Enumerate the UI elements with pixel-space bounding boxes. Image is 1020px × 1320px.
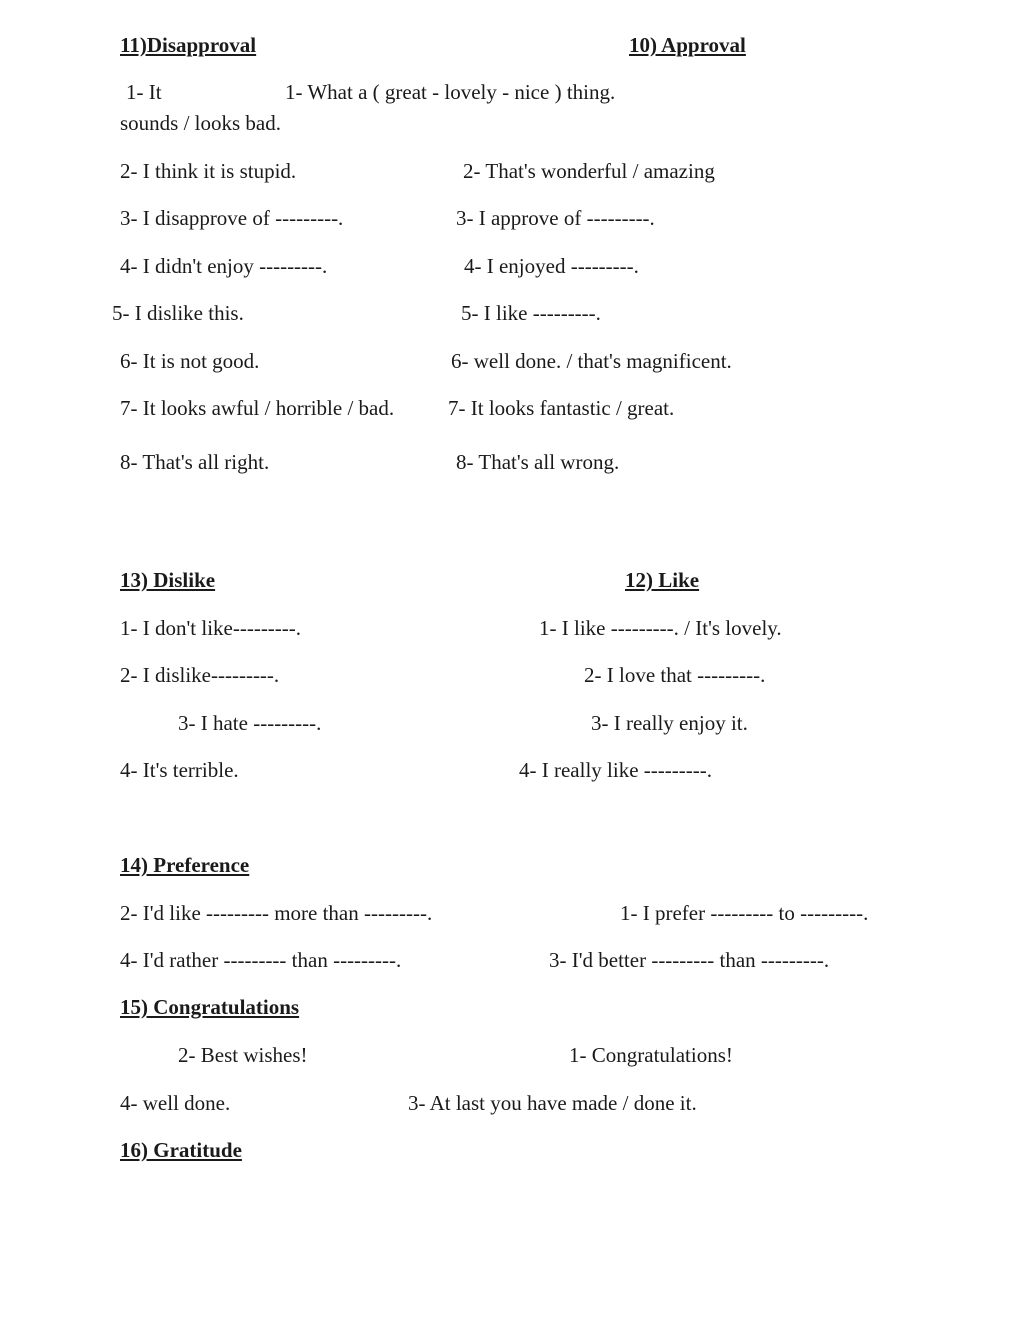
congratulations-item-2: 2- Best wishes! xyxy=(178,1043,308,1067)
dislike-item-4: 4- It's terrible. xyxy=(120,758,239,782)
approval-item-1: 1- What a ( great - lovely - nice ) thing. xyxy=(285,80,616,104)
dislike-heading: 13) Dislike xyxy=(120,568,216,592)
congratulations-heading: 15) Congratulations xyxy=(120,995,300,1019)
like-heading: 12) Like xyxy=(625,568,700,592)
congratulations-item-1: 1- Congratulations! xyxy=(569,1043,733,1067)
disapproval-item-6: 6- It is not good. xyxy=(120,349,260,373)
preference-item-3: 3- I'd better --------- than ---------. xyxy=(549,948,830,972)
approval-item-5: 5- I like ---------. xyxy=(461,301,601,325)
approval-item-3: 3- I approve of ---------. xyxy=(456,206,655,230)
preference-item-4: 4- I'd rather --------- than ---------. xyxy=(120,948,402,972)
disapproval-item-3: 3- I disapprove of ---------. xyxy=(120,206,344,230)
like-item-1: 1- I like ---------. / It's lovely. xyxy=(539,616,782,640)
disapproval-item-2: 2- I think it is stupid. xyxy=(120,159,297,183)
disapproval-heading: 11)Disapproval xyxy=(120,33,257,57)
congratulations-item-4: 4- well done. xyxy=(120,1091,231,1115)
dislike-item-1: 1- I don't like---------. xyxy=(120,616,302,640)
approval-item-2: 2- That's wonderful / amazing xyxy=(463,159,715,183)
gratitude-heading: 16) Gratitude xyxy=(120,1138,242,1162)
disapproval-item-4: 4- I didn't enjoy ---------. xyxy=(120,254,328,278)
dislike-item-2: 2- I dislike---------. xyxy=(120,663,280,687)
disapproval-item-1b: sounds / looks bad. xyxy=(120,111,282,135)
disapproval-item-8: 8- That's all right. xyxy=(120,450,270,474)
preference-item-1: 1- I prefer --------- to ---------. xyxy=(620,901,869,925)
preference-item-2: 2- I'd like --------- more than ---------. xyxy=(120,901,433,925)
congratulations-item-3: 3- At last you have made / done it. xyxy=(408,1091,697,1115)
dislike-item-3: 3- I hate ---------. xyxy=(178,711,322,735)
disapproval-item-5: 5- I dislike this. xyxy=(112,301,244,325)
approval-item-6: 6- well done. / that's magnificent. xyxy=(451,349,732,373)
approval-item-4: 4- I enjoyed ---------. xyxy=(464,254,639,278)
approval-item-7: 7- It looks fantastic / great. xyxy=(448,396,675,420)
approval-item-8: 8- That's all wrong. xyxy=(456,450,620,474)
like-item-4: 4- I really like ---------. xyxy=(519,758,712,782)
preference-heading: 14) Preference xyxy=(120,853,250,877)
disapproval-item-7: 7- It looks awful / horrible / bad. xyxy=(120,396,395,420)
like-item-2: 2- I love that ---------. xyxy=(584,663,766,687)
like-item-3: 3- I really enjoy it. xyxy=(591,711,748,735)
approval-heading: 10) Approval xyxy=(629,33,746,57)
disapproval-item-1a: 1- It xyxy=(126,80,162,104)
